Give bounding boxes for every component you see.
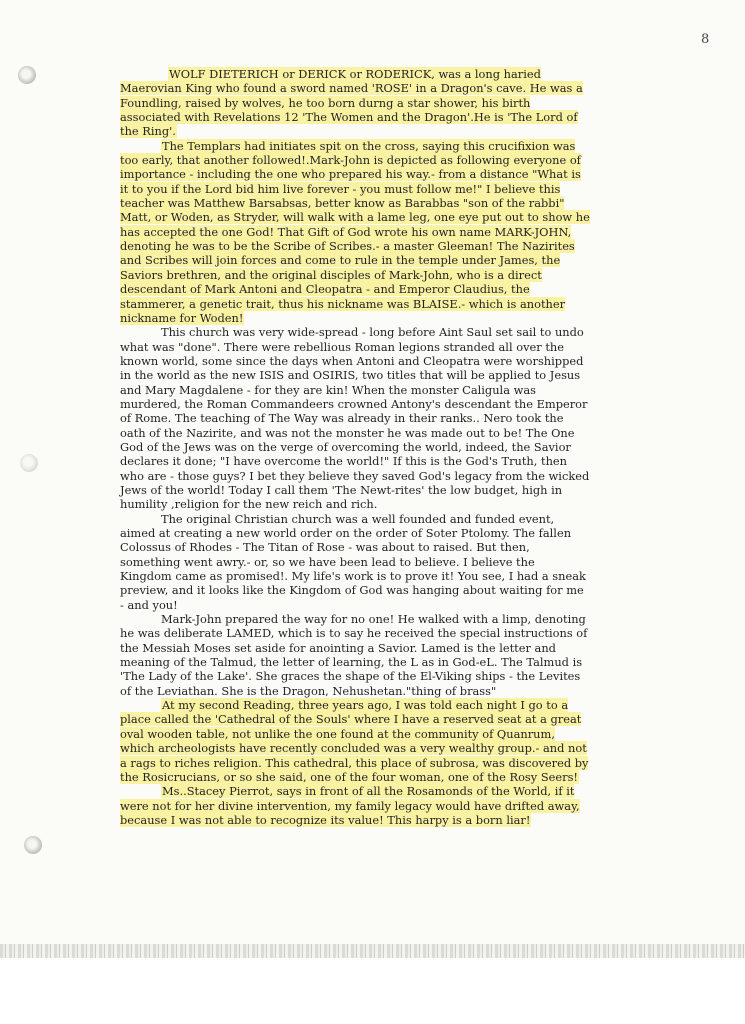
punch-hole-icon	[24, 836, 42, 854]
paragraph-5	[120, 612, 590, 698]
body-text	[120, 67, 590, 827]
blank-margin	[0, 958, 745, 1024]
paragraph-7	[120, 784, 590, 827]
highlighted-text: Ms..Stacey Pierrot, says in front of all the Rosamonds of the World, if it were not for her divine intervention, my family legacy would have drifted away, because I was not able to recognize its value! This harpy is a born liar!	[120, 784, 580, 827]
paragraph-3	[120, 325, 590, 511]
paragraph-1	[120, 67, 590, 139]
highlighted-text: The Templars had initiates spit on the cross, saying this crucifixion was too early, that another followed!.Mark-John is depicted as following everyone of importance - including the one who prepared his way.- from a distance "What is it to you if the Lord bid him live forever - you must follow me!" I believe this teacher was Matthew Barsabsas, better know as Barabbas "son of the rabbi" Matt, or Woden, as Stryder, will walk with a lame leg, one eye put out to show he has accepted the one God! That Gift of God wrote his own name MARK-JOHN, denoting he was to be the Scribe of Scribes.- a master Gleeman! The Nazirites and Scribes will join forces and come to rule in the temple under James, the Saviors brethren, and the original disciples of Mark-John, who is a direct descendant of Mark Antoni and Cleopatra - and Emperor Claudius, the stammerer, a genetic trait, thus his nickname was BLAISE.- which is another nickname for Woden!	[120, 138, 590, 325]
highlighted-text: At my second Reading, three years ago, I was told each night I go to a place called the 'Cathedral of the Souls' where I have a reserved seat at a great oval wooden table, not unlike the one found at the community of Quanrum, which archeologists have recently concluded was a very wealthy group.- and not a rags to riches religion. This cathedral, this place of subrosa, was discovered by the Rosicrucians, or so she said, one of the four woman, one of the Rosy Seers!	[120, 698, 589, 784]
punch-hole-icon	[18, 66, 36, 84]
page-number: 8	[701, 32, 710, 47]
paragraph-2	[120, 139, 590, 325]
punch-hole-icon	[20, 454, 38, 472]
scan-edge	[0, 944, 745, 958]
paragraph-text: This church was very wide-spread - long before Aint Saul set sail to undo what was "done". There were rebellious Roman legions stranded all over the known world, some since the days when Antoni and Cleopatra were worshipped in the world as the new ISIS and OSIRIS, two titles that will be applied to Jesus and Mary Magdalene - for they are kin! When the monster Caligula was murdered, the Roman Commandeers crowned Antony's descendant the Emperor of Rome. The teaching of The Way was already in their ranks.. Nero took the oath of the Nazirite, and was not the monster he was made out to be! The One God of the Jews was on the verge of overcoming the world, indeed, the Savior declares it done; "I have overcome the world!" If this is the God's Truth, then who are - those guys? I bet they believe they saved God's legacy from the wicked Jews of the world! Today I call them 'The Newt-rites' the low budget, high in humility ,religion for the new reich and rich.	[120, 325, 590, 512]
paragraph-4	[120, 512, 590, 612]
paragraph-6	[120, 698, 590, 784]
paragraph-text: Mark-John prepared the way for no one! He walked with a limp, denoting he was deliberate LAMED, which is to say he received the special instructions of the Messiah Moses set aside for anointing a Savior. Lamed is the letter and meaning of the Talmud, the letter of learning, the L as in God-eL. The Talmud is 'The Lady of the Lake'. She graces the shape of the El-Viking ships - the Levites of the Leviathan. She is the Dragon, Nehushetan."thing of brass"	[120, 612, 588, 698]
highlighted-text: WOLF DIETERICH or DERICK or RODERICK, was a long haried Maerovian King who found a sword named 'ROSE' in a Dragon's cave. He was a Foundling, raised by wolves, he too born durng a star shower, his birth associated with Revelations 12 'The Women and the Dragon'.He is 'The Lord of the Ring'.	[120, 67, 583, 139]
paragraph-text: The original Christian church was a well founded and funded event, aimed at creating a new world order on the order of Soter Ptolomy. The fallen Colossus of Rhodes - The Titan of Rose - was about to raised. But then, something went awry.- or, so we have been lead to believe. I believe the Kingdom came as promised!. My life's work is to prove it! You see, I had a sneak preview, and it looks like the Kingdom of God was hanging about waiting for me - and you!	[120, 511, 586, 612]
